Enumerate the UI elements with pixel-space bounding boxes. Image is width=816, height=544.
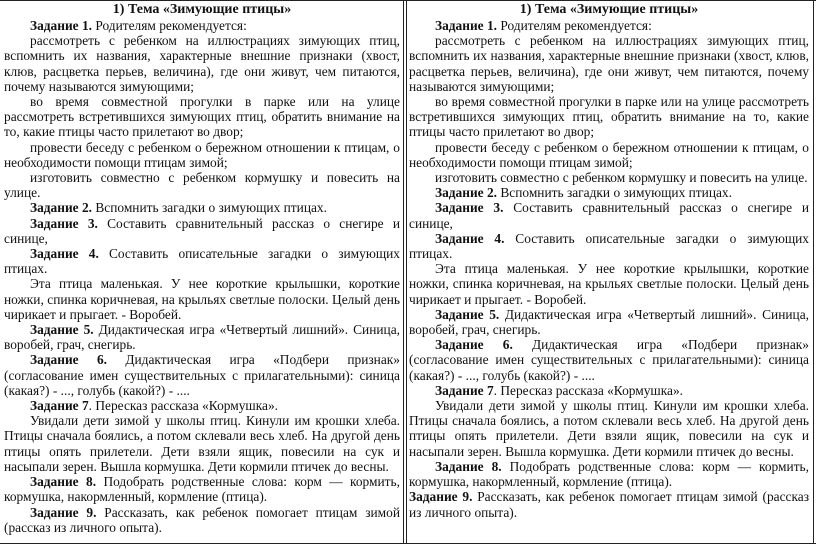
task-label: Задание 1. xyxy=(435,18,497,33)
paragraph-text: Вспомнить загадки о зимующих птицах. xyxy=(497,185,732,201)
paragraph-text: Дидактическая игра «Подбери признак» (согласование имен существительных с прилагательными): синица (какая?) - ..., голубь (какой?) - .... xyxy=(4,352,400,398)
task-label: Задание 9. xyxy=(409,489,473,505)
paragraph xyxy=(4,505,400,535)
paragraph xyxy=(409,170,809,185)
paragraph-text: Подобрать родственные слова: корм — кормить, кормушка, накормленный, кормление (птица). xyxy=(409,458,809,490)
paragraph-text: провести беседу с ребенком о бережном отношении к птицам, о необходимости помощи птицам зимой; xyxy=(409,139,809,170)
paragraph xyxy=(409,383,809,398)
paragraph-text: Составить описательные загадки о зимующих птицах. xyxy=(4,246,400,277)
column-divider xyxy=(403,1,404,543)
paragraph-text: изготовить совместно с ребенком кормушку и повесить на улице. xyxy=(435,170,808,186)
task-label: Задание 5. xyxy=(435,306,500,322)
paragraph xyxy=(409,398,809,459)
paragraph xyxy=(4,398,400,413)
paragraph-text: . Пересказ рассказа «Кормушка». xyxy=(88,398,279,414)
paragraph xyxy=(409,18,809,33)
paragraph xyxy=(4,276,400,322)
paragraph xyxy=(409,489,809,519)
paragraph-text: Вспомнить загадки о зимующих птицах. xyxy=(92,200,327,216)
paragraph xyxy=(409,261,809,307)
task-label: Задание 8. xyxy=(30,474,97,490)
paragraph xyxy=(4,18,400,33)
paragraph-text: Дидактическая игра «Четвертый лишний». Синица, воробей, грач, снегирь. xyxy=(409,306,809,338)
paragraph-text: Рассказать, как ребенок помогает птицам зимой (рассказ из личного опыта). xyxy=(4,504,400,535)
paragraph-text: Дидактическая игра «Подбери признак» (согласование имен существительных с прилагательными): синица (какая?) - ..., голубь (какой?) - .... xyxy=(409,337,809,383)
task-label: Задание 5. xyxy=(30,322,94,338)
paragraph-text: рассмотреть с ребенком на иллюстрациях зимующих птиц, вспомнить их названия, характерные внешние признаки (хвост, клюв, расцветка перьев, величина), где они живут, чем питаются, почему называются зимующими; xyxy=(409,33,809,94)
task-label: Задание 8. xyxy=(435,458,502,474)
task-label: Задание 3. xyxy=(435,200,504,216)
task-label: Задание 4. xyxy=(435,230,505,246)
paragraph-list xyxy=(409,18,809,520)
right-column xyxy=(409,1,811,543)
paragraph xyxy=(409,231,809,261)
paragraph-text: Увидали дети зимой у школы птиц. Кинули им крошки хлеба. Птицы сначала боялись, а потом склевали весь хлеб. На другой день птицы опять прилетели. Дети взяли ящик, повесили на сук и насыпали зерен. Вышла кормушка. Дети кормили птичек до весны. xyxy=(409,398,809,459)
paragraph-text: Составить сравнительный рассказ о снегире и синице, xyxy=(4,215,400,246)
paragraph-text: Составить описательные загадки о зимующих птицах. xyxy=(409,230,809,262)
column-title: 1) Тема «Зимующие птицы» xyxy=(519,2,699,17)
paragraph xyxy=(409,94,809,140)
column-title: 1) Тема «Зимующие птицы» xyxy=(112,2,292,17)
paragraph-text: Составить сравнительный рассказ о снегире и синице, xyxy=(409,200,809,231)
task-label: Задание 6. xyxy=(30,352,107,368)
paragraph-text: Подобрать родственные слова: корм — кормить, кормушка, накормленный, кормление (птица). xyxy=(4,474,400,505)
task-label: Задание 2. xyxy=(435,185,497,201)
task-label: Задание 9. xyxy=(30,504,97,520)
paragraph xyxy=(4,352,400,398)
task-label: Задание 3. xyxy=(30,215,98,231)
paragraph-text: Увидали дети зимой у школы птиц. Кинули им крошки хлеба. Птицы сначала боялись, а потом склевали весь хлеб. На другой день птицы опять прилетели. Дети взяли ящик, повесили на сук и насыпали зерен. Вышла кормушка. Дети кормили птичек до весны. xyxy=(4,413,400,474)
task-label: Задание 6. xyxy=(435,337,513,353)
paragraph-text: провести беседу с ребенком о бережном отношении к птицам, о необходимости помощи птицам зимой; xyxy=(4,139,400,170)
paragraph xyxy=(4,216,400,246)
paragraph xyxy=(4,140,400,170)
paragraph-text: Эта птица маленькая. У нее короткие крылышки, короткие ножки, спинка коричневая, на крыльях светлые полоски. Целый день чирикает и прыгает. - Воробей. xyxy=(4,276,400,322)
paragraph xyxy=(4,322,400,352)
paragraph xyxy=(409,307,809,337)
paragraph xyxy=(4,33,400,94)
paragraph xyxy=(409,337,809,383)
paragraph-text: Дидактическая игра «Четвертый лишний». Синица, воробей, грач, снегирь. xyxy=(4,322,400,353)
left-column xyxy=(4,1,402,543)
paragraph xyxy=(409,33,809,94)
paragraph xyxy=(409,200,809,230)
paragraph-text: рассмотреть с ребенком на иллюстрациях зимующих птиц, вспомнить их названия, характерные внешние признаки (хвост, клюв, расцветка перьев, величина), где они живут, чем питаются, почему называются зимующими; xyxy=(4,33,400,94)
paragraph xyxy=(409,140,809,170)
paragraph-text: во время совместной прогулки в парке или на улице рассмотреть встретившихся зимующих птиц, обратить внимание на то, какие птицы часто прилетают во двор; xyxy=(4,94,400,140)
task-label: Задание 7 xyxy=(30,398,89,414)
paragraph xyxy=(4,170,400,200)
paragraph-text: Рассказать, как ребенок помогает птицам зимой (рассказ из личного опыта). xyxy=(409,489,810,520)
paragraph-text: изготовить совместно с ребенком кормушку и повесить на улице. xyxy=(4,170,400,201)
paragraph-text: Родителям рекомендуется: xyxy=(497,18,652,33)
task-label: Задание 2. xyxy=(30,200,92,216)
paragraph-list xyxy=(4,18,400,535)
paragraph-text: Эта птица маленькая. У нее короткие крылышки, короткие ножки, спинка коричневая, на крыльях светлые полоски. Целый день чирикает и прыгает. - Воробей. xyxy=(409,261,809,307)
paragraph xyxy=(4,200,400,215)
right-border xyxy=(813,1,814,543)
task-label: Задание 1. xyxy=(30,18,92,33)
paragraph xyxy=(4,413,400,474)
task-label: Задание 4. xyxy=(30,246,99,262)
paragraph xyxy=(4,246,400,276)
paragraph-text: Родителям рекомендуется: xyxy=(92,18,247,33)
paragraph xyxy=(409,459,809,489)
column-divider xyxy=(406,1,407,543)
paragraph-text: во время совместной прогулки в парке или на улице рассмотреть встретившихся зимующих птиц, обратить внимание на то, какие птицы часто прилетают во двор; xyxy=(409,94,809,140)
paragraph-text: . Пересказ рассказа «Кормушка». xyxy=(493,382,684,398)
task-label: Задание 7 xyxy=(435,382,494,398)
paragraph xyxy=(409,185,809,200)
paragraph xyxy=(4,474,400,504)
paragraph xyxy=(4,94,400,140)
